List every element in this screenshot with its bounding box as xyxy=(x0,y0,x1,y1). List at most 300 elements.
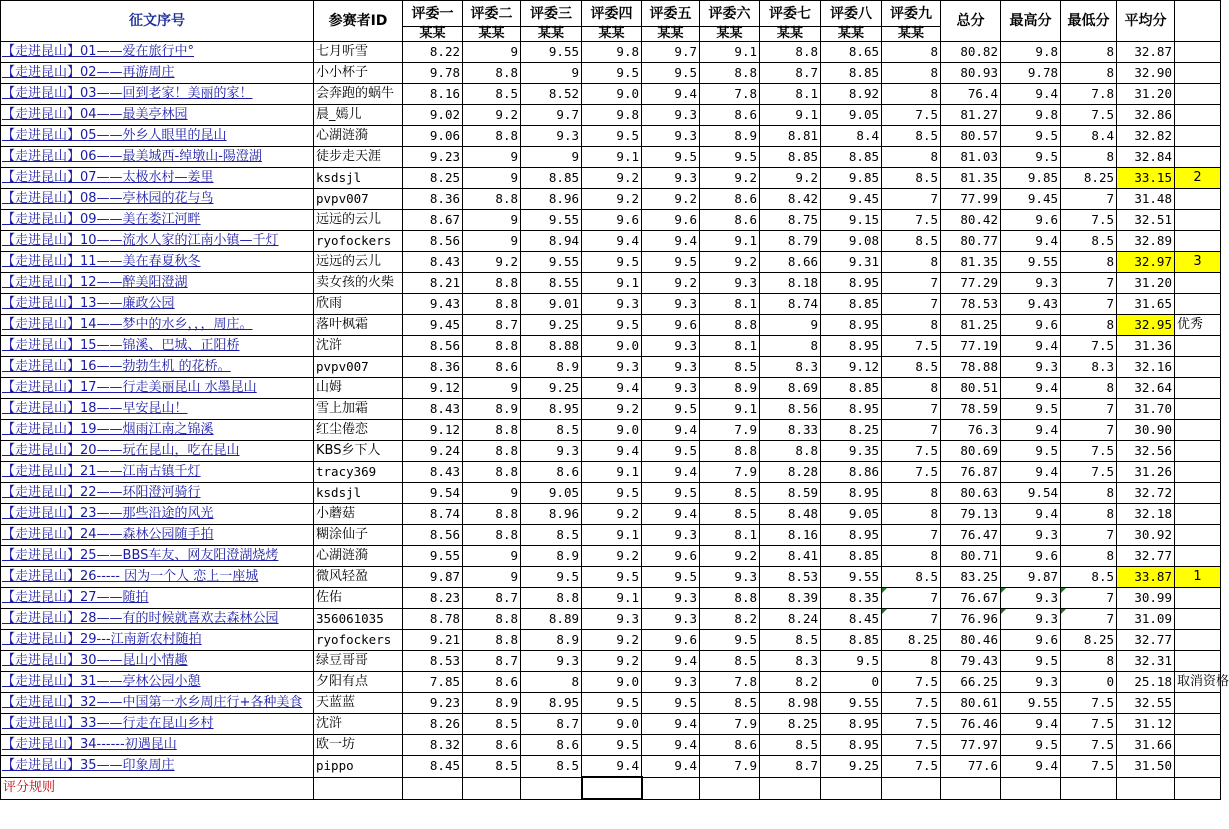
empty-cell[interactable] xyxy=(1175,420,1221,441)
article-title-link[interactable]: 【走进昆山】33——行走在昆山乡村 xyxy=(1,714,314,735)
empty-cell[interactable] xyxy=(1175,189,1221,210)
average-score[interactable]: 32.82 xyxy=(1117,126,1175,147)
judge-score[interactable]: 7 xyxy=(882,609,941,630)
article-title-link[interactable]: 【走进昆山】32——中国第一水乡周庄行+各种美食 xyxy=(1,693,314,714)
judge-score[interactable]: 8.8 xyxy=(521,588,582,609)
article-title-link[interactable]: 【走进昆山】23——那些沿途的风光 xyxy=(1,504,314,525)
judge-score[interactable]: 8.8 xyxy=(463,273,521,294)
judge-score[interactable]: 9.5 xyxy=(582,483,642,504)
judge-score[interactable]: 8.45 xyxy=(403,756,463,778)
judge-score[interactable]: 9.01 xyxy=(521,294,582,315)
min-score[interactable]: 7.5 xyxy=(1061,756,1117,778)
max-score[interactable]: 9.6 xyxy=(1001,546,1061,567)
participant-id[interactable]: 远远的云儿 xyxy=(314,210,403,231)
total-score[interactable]: 77.6 xyxy=(941,756,1001,778)
status-note[interactable]: 取消资格 xyxy=(1175,672,1221,693)
empty-cell[interactable] xyxy=(1175,525,1221,546)
judge-score[interactable]: 8.96 xyxy=(521,189,582,210)
average-score[interactable]: 30.92 xyxy=(1117,525,1175,546)
judge-score[interactable]: 8.6 xyxy=(521,462,582,483)
article-title-link[interactable]: 【走进昆山】30——昆山小情趣 xyxy=(1,651,314,672)
participant-id[interactable]: 微风轻盈 xyxy=(314,567,403,588)
judge-score[interactable]: 9.3 xyxy=(582,357,642,378)
max-score[interactable]: 9.3 xyxy=(1001,525,1061,546)
max-score[interactable]: 9.3 xyxy=(1001,273,1061,294)
judge-score[interactable]: 9.4 xyxy=(582,231,642,252)
judge-score[interactable]: 7.5 xyxy=(882,672,941,693)
average-score[interactable]: 32.51 xyxy=(1117,210,1175,231)
average-score[interactable]: 32.64 xyxy=(1117,378,1175,399)
judge-score[interactable]: 7.5 xyxy=(882,693,941,714)
judge-score[interactable]: 9.3 xyxy=(642,357,700,378)
header-judge-5[interactable]: 评委五 xyxy=(642,1,700,27)
judge-score[interactable]: 7.5 xyxy=(882,105,941,126)
judge-score[interactable]: 9.25 xyxy=(821,756,882,778)
judge-score[interactable]: 8.81 xyxy=(760,126,821,147)
judge-score[interactable]: 9.1 xyxy=(700,399,760,420)
judge-score[interactable]: 8.66 xyxy=(760,252,821,273)
judge-score[interactable]: 8.9 xyxy=(521,357,582,378)
judge-score[interactable]: 8.88 xyxy=(521,336,582,357)
total-score[interactable]: 66.25 xyxy=(941,672,1001,693)
judge-score[interactable]: 8.45 xyxy=(821,609,882,630)
judge-score[interactable]: 9.3 xyxy=(642,672,700,693)
judge-score[interactable]: 7.5 xyxy=(882,714,941,735)
empty-cell[interactable] xyxy=(1175,210,1221,231)
header-serial[interactable]: 征文序号 xyxy=(1,1,314,42)
judge-score[interactable]: 9.4 xyxy=(642,231,700,252)
min-score[interactable]: 8 xyxy=(1061,651,1117,672)
empty-cell[interactable] xyxy=(1175,714,1221,735)
judge-score[interactable]: 8.8 xyxy=(463,126,521,147)
footer-cell[interactable] xyxy=(1175,777,1221,799)
footer-cell[interactable] xyxy=(1117,777,1175,799)
judge-score[interactable]: 9.7 xyxy=(521,105,582,126)
judge-score[interactable]: 9.5 xyxy=(642,63,700,84)
judge-score[interactable]: 9.12 xyxy=(821,357,882,378)
article-title-link[interactable]: 【走进昆山】14——梦中的水乡，，，周庄。 xyxy=(1,315,314,336)
average-score[interactable]: 32.90 xyxy=(1117,63,1175,84)
judge-score[interactable]: 8.43 xyxy=(403,462,463,483)
max-score[interactable]: 9.4 xyxy=(1001,231,1061,252)
judge-score[interactable]: 9.5 xyxy=(521,567,582,588)
max-score[interactable]: 9.55 xyxy=(1001,252,1061,273)
judge-score[interactable]: 9.3 xyxy=(642,588,700,609)
judge-score[interactable]: 8.85 xyxy=(821,63,882,84)
judge-name-7[interactable]: 某某 xyxy=(760,27,821,42)
header-average[interactable]: 平均分 xyxy=(1117,1,1175,42)
judge-score[interactable]: 9.5 xyxy=(642,399,700,420)
article-title-link[interactable]: 【走进昆山】13——廉政公园 xyxy=(1,294,314,315)
judge-score[interactable]: 9 xyxy=(463,546,521,567)
judge-score[interactable]: 9.1 xyxy=(582,147,642,168)
header-judge-6[interactable]: 评委六 xyxy=(700,1,760,27)
judge-score[interactable]: 8.85 xyxy=(521,168,582,189)
empty-cell[interactable] xyxy=(1175,84,1221,105)
total-score[interactable]: 76.3 xyxy=(941,420,1001,441)
empty-cell[interactable] xyxy=(1175,462,1221,483)
participant-id[interactable]: pvpv007 xyxy=(314,357,403,378)
judge-score[interactable]: 9 xyxy=(521,63,582,84)
judge-score[interactable]: 8.8 xyxy=(463,462,521,483)
footer-cell[interactable] xyxy=(821,777,882,799)
article-title-link[interactable]: 【走进昆山】20——玩在昆山，吃在昆山 xyxy=(1,441,314,462)
judge-score[interactable]: 9.2 xyxy=(582,189,642,210)
judge-score[interactable]: 8.5 xyxy=(882,168,941,189)
judge-score[interactable]: 9.12 xyxy=(403,420,463,441)
judge-score[interactable]: 8.3 xyxy=(760,651,821,672)
judge-score[interactable]: 8.8 xyxy=(700,63,760,84)
judge-score[interactable]: 9 xyxy=(463,231,521,252)
participant-id[interactable]: 沈浒 xyxy=(314,714,403,735)
judge-score[interactable]: 7 xyxy=(882,588,941,609)
judge-score[interactable]: 8.39 xyxy=(760,588,821,609)
min-score[interactable]: 7.5 xyxy=(1061,210,1117,231)
average-score[interactable]: 32.55 xyxy=(1117,693,1175,714)
article-title-link[interactable]: 【走进昆山】09——美在娄江河畔 xyxy=(1,210,314,231)
judge-name-3[interactable]: 某某 xyxy=(521,27,582,42)
judge-score[interactable]: 9.4 xyxy=(582,756,642,778)
judge-score[interactable]: 9.3 xyxy=(642,105,700,126)
average-score[interactable]: 31.26 xyxy=(1117,462,1175,483)
total-score[interactable]: 78.88 xyxy=(941,357,1001,378)
average-score[interactable]: 32.72 xyxy=(1117,483,1175,504)
total-score[interactable]: 80.61 xyxy=(941,693,1001,714)
judge-score[interactable]: 7.85 xyxy=(403,672,463,693)
judge-score[interactable]: 8.85 xyxy=(821,147,882,168)
judge-score[interactable]: 9.3 xyxy=(582,609,642,630)
judge-score[interactable]: 9.31 xyxy=(821,252,882,273)
judge-score[interactable]: 8 xyxy=(882,651,941,672)
participant-id[interactable]: 沈浒 xyxy=(314,336,403,357)
judge-score[interactable]: 9.5 xyxy=(582,315,642,336)
header-total[interactable]: 总分 xyxy=(941,1,1001,42)
empty-cell[interactable] xyxy=(1175,693,1221,714)
participant-id[interactable]: KBS乡下人 xyxy=(314,441,403,462)
judge-score[interactable]: 8 xyxy=(882,483,941,504)
min-score[interactable]: 8.4 xyxy=(1061,126,1117,147)
total-score[interactable]: 80.57 xyxy=(941,126,1001,147)
judge-score[interactable]: 9.55 xyxy=(521,252,582,273)
average-score[interactable]: 32.18 xyxy=(1117,504,1175,525)
judge-score[interactable]: 8.92 xyxy=(821,84,882,105)
judge-score[interactable]: 9.6 xyxy=(642,630,700,651)
participant-id[interactable]: 山姆 xyxy=(314,378,403,399)
judge-score[interactable]: 8.89 xyxy=(521,609,582,630)
participant-id[interactable]: 会奔跑的蜗牛 xyxy=(314,84,403,105)
judge-score[interactable]: 8.5 xyxy=(463,714,521,735)
total-score[interactable]: 80.69 xyxy=(941,441,1001,462)
judge-score[interactable]: 8.5 xyxy=(882,357,941,378)
min-score[interactable]: 8 xyxy=(1061,546,1117,567)
judge-score[interactable]: 9.15 xyxy=(821,210,882,231)
footer-cell[interactable] xyxy=(882,777,941,799)
min-score[interactable]: 8 xyxy=(1061,483,1117,504)
total-score[interactable]: 80.51 xyxy=(941,378,1001,399)
participant-id[interactable]: pippo xyxy=(314,756,403,778)
judge-score[interactable]: 9 xyxy=(463,567,521,588)
judge-score[interactable]: 9.24 xyxy=(403,441,463,462)
judge-score[interactable]: 9.2 xyxy=(700,546,760,567)
max-score[interactable]: 9.43 xyxy=(1001,294,1061,315)
judge-score[interactable]: 8.8 xyxy=(463,504,521,525)
judge-score[interactable]: 9.5 xyxy=(582,693,642,714)
judge-score[interactable]: 7.8 xyxy=(700,672,760,693)
judge-score[interactable]: 8.85 xyxy=(821,630,882,651)
average-score[interactable]: 32.77 xyxy=(1117,630,1175,651)
participant-id[interactable]: 心湖涟漪 xyxy=(314,546,403,567)
judge-score[interactable]: 9.45 xyxy=(821,189,882,210)
header-judge-1[interactable]: 评委一 xyxy=(403,1,463,27)
judge-score[interactable]: 9 xyxy=(463,168,521,189)
min-score[interactable]: 8.3 xyxy=(1061,357,1117,378)
total-score[interactable]: 81.03 xyxy=(941,147,1001,168)
article-title-link[interactable]: 【走进昆山】25——BBS车友、网友阳澄湖烧烤 xyxy=(1,546,314,567)
footer-cell[interactable] xyxy=(642,777,700,799)
judge-score[interactable]: 8.25 xyxy=(882,630,941,651)
participant-id[interactable]: 晨_嫣儿 xyxy=(314,105,403,126)
empty-cell[interactable] xyxy=(1175,42,1221,63)
judge-score[interactable]: 8.8 xyxy=(700,315,760,336)
participant-id[interactable]: 徒步走天涯 xyxy=(314,147,403,168)
header-min[interactable]: 最低分 xyxy=(1061,1,1117,42)
judge-name-4[interactable]: 某某 xyxy=(582,27,642,42)
judge-score[interactable]: 9.5 xyxy=(642,483,700,504)
max-score[interactable]: 9.4 xyxy=(1001,504,1061,525)
rules-label[interactable]: 评分规则 xyxy=(1,777,314,799)
judge-score[interactable]: 8.32 xyxy=(403,735,463,756)
judge-score[interactable]: 9.5 xyxy=(642,147,700,168)
judge-score[interactable]: 8.41 xyxy=(760,546,821,567)
judge-score[interactable]: 9.0 xyxy=(582,714,642,735)
max-score[interactable]: 9.5 xyxy=(1001,126,1061,147)
article-title-link[interactable]: 【走进昆山】22——环阳澄河骑行 xyxy=(1,483,314,504)
judge-score[interactable]: 9.3 xyxy=(642,126,700,147)
judge-score[interactable]: 8 xyxy=(882,378,941,399)
empty-cell[interactable] xyxy=(1175,63,1221,84)
footer-cell[interactable] xyxy=(760,777,821,799)
judge-score[interactable]: 8.95 xyxy=(521,693,582,714)
judge-score[interactable]: 8.8 xyxy=(760,441,821,462)
footer-cell[interactable] xyxy=(941,777,1001,799)
judge-score[interactable]: 9.23 xyxy=(403,147,463,168)
judge-score[interactable]: 9.12 xyxy=(403,378,463,399)
participant-id[interactable]: 远远的云儿 xyxy=(314,252,403,273)
judge-score[interactable]: 8.2 xyxy=(700,609,760,630)
participant-id[interactable]: 糊涂仙子 xyxy=(314,525,403,546)
judge-score[interactable]: 9.4 xyxy=(642,84,700,105)
total-score[interactable]: 76.47 xyxy=(941,525,1001,546)
judge-score[interactable]: 8.7 xyxy=(760,63,821,84)
total-score[interactable]: 77.97 xyxy=(941,735,1001,756)
judge-score[interactable]: 8.85 xyxy=(821,378,882,399)
min-score[interactable]: 7.5 xyxy=(1061,441,1117,462)
judge-score[interactable]: 9.1 xyxy=(582,588,642,609)
judge-score[interactable]: 8.1 xyxy=(700,525,760,546)
total-score[interactable]: 81.35 xyxy=(941,252,1001,273)
judge-score[interactable]: 8.55 xyxy=(521,273,582,294)
judge-score[interactable]: 8.6 xyxy=(700,210,760,231)
judge-score[interactable]: 8.8 xyxy=(760,42,821,63)
judge-score[interactable]: 8.98 xyxy=(760,693,821,714)
judge-score[interactable]: 7.9 xyxy=(700,462,760,483)
judge-score[interactable]: 8.8 xyxy=(700,588,760,609)
average-score[interactable]: 31.12 xyxy=(1117,714,1175,735)
average-score[interactable]: 31.36 xyxy=(1117,336,1175,357)
total-score[interactable]: 80.82 xyxy=(941,42,1001,63)
judge-score[interactable]: 9.1 xyxy=(700,231,760,252)
judge-score[interactable]: 9.02 xyxy=(403,105,463,126)
judge-score[interactable]: 8.86 xyxy=(821,462,882,483)
judge-score[interactable]: 9.3 xyxy=(521,651,582,672)
article-title-link[interactable]: 【走进昆山】05——外乡人眼里的昆山 xyxy=(1,126,314,147)
min-score[interactable]: 7.5 xyxy=(1061,336,1117,357)
judge-score[interactable]: 9.43 xyxy=(403,294,463,315)
judge-score[interactable]: 8.96 xyxy=(521,504,582,525)
judge-score[interactable]: 8.5 xyxy=(700,693,760,714)
header-max[interactable]: 最高分 xyxy=(1001,1,1061,42)
empty-cell[interactable] xyxy=(1175,504,1221,525)
judge-score[interactable]: 9.05 xyxy=(821,504,882,525)
article-title-link[interactable]: 【走进昆山】10——流水人家的江南小镇—千灯 xyxy=(1,231,314,252)
judge-score[interactable]: 8.48 xyxy=(760,504,821,525)
header-judge-8[interactable]: 评委八 xyxy=(821,1,882,27)
min-score[interactable]: 7 xyxy=(1061,609,1117,630)
empty-cell[interactable] xyxy=(1175,756,1221,778)
article-title-link[interactable]: 【走进昆山】26----- 因为一个人 恋上一座城 xyxy=(1,567,314,588)
average-score[interactable]: 31.50 xyxy=(1117,756,1175,778)
total-score[interactable]: 76.87 xyxy=(941,462,1001,483)
judge-score[interactable]: 9.5 xyxy=(582,63,642,84)
empty-cell[interactable] xyxy=(1175,399,1221,420)
judge-score[interactable]: 9.85 xyxy=(821,168,882,189)
judge-score[interactable]: 9.55 xyxy=(521,210,582,231)
judge-score[interactable]: 8.25 xyxy=(403,168,463,189)
judge-score[interactable]: 9.3 xyxy=(642,336,700,357)
judge-score[interactable]: 9.0 xyxy=(582,672,642,693)
judge-score[interactable]: 8.95 xyxy=(521,399,582,420)
judge-score[interactable]: 7 xyxy=(882,420,941,441)
judge-score[interactable]: 9.5 xyxy=(821,651,882,672)
judge-score[interactable]: 8.5 xyxy=(882,567,941,588)
judge-score[interactable]: 9.2 xyxy=(582,630,642,651)
min-score[interactable]: 7.5 xyxy=(1061,462,1117,483)
judge-score[interactable]: 8.9 xyxy=(463,399,521,420)
total-score[interactable]: 79.13 xyxy=(941,504,1001,525)
judge-score[interactable]: 9 xyxy=(760,315,821,336)
header-judge-7[interactable]: 评委七 xyxy=(760,1,821,27)
judge-score[interactable]: 9.4 xyxy=(582,441,642,462)
participant-id[interactable]: 卖女孩的火柴 xyxy=(314,273,403,294)
judge-score[interactable]: 8.5 xyxy=(700,483,760,504)
judge-score[interactable]: 8.56 xyxy=(403,336,463,357)
total-score[interactable]: 80.93 xyxy=(941,63,1001,84)
total-score[interactable]: 76.4 xyxy=(941,84,1001,105)
judge-score[interactable]: 8.5 xyxy=(521,756,582,778)
article-title-link[interactable]: 【走进昆山】31——亭林公园小憩 xyxy=(1,672,314,693)
total-score[interactable]: 81.35 xyxy=(941,168,1001,189)
judge-score[interactable]: 8 xyxy=(882,42,941,63)
empty-cell[interactable] xyxy=(1175,126,1221,147)
judge-score[interactable]: 9.1 xyxy=(760,105,821,126)
article-title-link[interactable]: 【走进昆山】08——亭林园的花与鸟 xyxy=(1,189,314,210)
judge-score[interactable]: 9.1 xyxy=(700,42,760,63)
judge-score[interactable]: 8.8 xyxy=(463,609,521,630)
header-judge-3[interactable]: 评委三 xyxy=(521,1,582,27)
participant-id[interactable]: 小小杯子 xyxy=(314,63,403,84)
average-score[interactable]: 31.70 xyxy=(1117,399,1175,420)
judge-score[interactable]: 8.26 xyxy=(403,714,463,735)
judge-score[interactable]: 9.35 xyxy=(821,441,882,462)
judge-score[interactable]: 8.8 xyxy=(463,63,521,84)
judge-score[interactable]: 9.6 xyxy=(582,210,642,231)
judge-score[interactable]: 8.75 xyxy=(760,210,821,231)
participant-id[interactable]: 夕阳有点 xyxy=(314,672,403,693)
footer-cell[interactable] xyxy=(403,777,463,799)
judge-score[interactable]: 8.36 xyxy=(403,189,463,210)
empty-cell[interactable] xyxy=(1175,378,1221,399)
header-judge-4[interactable]: 评委四 xyxy=(582,1,642,27)
judge-score[interactable]: 9.2 xyxy=(700,168,760,189)
average-score[interactable]: 31.48 xyxy=(1117,189,1175,210)
judge-score[interactable]: 8.6 xyxy=(700,105,760,126)
judge-score[interactable]: 9.55 xyxy=(821,567,882,588)
judge-score[interactable]: 9.5 xyxy=(582,252,642,273)
min-score[interactable]: 7 xyxy=(1061,273,1117,294)
article-title-link[interactable]: 【走进昆山】01——爱在旅行中° xyxy=(1,42,314,63)
judge-score[interactable]: 8.8 xyxy=(463,630,521,651)
judge-score[interactable]: 8.16 xyxy=(403,84,463,105)
judge-score[interactable]: 9.2 xyxy=(760,168,821,189)
min-score[interactable]: 8 xyxy=(1061,378,1117,399)
article-title-link[interactable]: 【走进昆山】04——最美亭林园 xyxy=(1,105,314,126)
judge-score[interactable]: 9.55 xyxy=(403,546,463,567)
judge-score[interactable]: 8.74 xyxy=(403,504,463,525)
judge-score[interactable]: 8.7 xyxy=(760,756,821,778)
average-score[interactable]: 31.20 xyxy=(1117,84,1175,105)
average-score[interactable]: 32.95 xyxy=(1117,315,1175,336)
rank-badge[interactable]: 3 xyxy=(1175,252,1221,273)
judge-score[interactable]: 8.56 xyxy=(403,231,463,252)
judge-score[interactable]: 9.1 xyxy=(582,462,642,483)
judge-score[interactable]: 8.56 xyxy=(760,399,821,420)
judge-score[interactable]: 8.4 xyxy=(821,126,882,147)
participant-id[interactable]: 356061035 xyxy=(314,609,403,630)
judge-score[interactable]: 8.95 xyxy=(821,399,882,420)
judge-score[interactable]: 8.8 xyxy=(463,189,521,210)
judge-name-9[interactable]: 某某 xyxy=(882,27,941,42)
judge-score[interactable]: 8.6 xyxy=(463,357,521,378)
judge-score[interactable]: 8 xyxy=(882,63,941,84)
judge-score[interactable]: 9.5 xyxy=(700,147,760,168)
judge-score[interactable]: 9.3 xyxy=(582,294,642,315)
judge-score[interactable]: 8.95 xyxy=(821,714,882,735)
judge-score[interactable]: 9.3 xyxy=(642,525,700,546)
judge-score[interactable]: 9.5 xyxy=(642,693,700,714)
judge-score[interactable]: 8.67 xyxy=(403,210,463,231)
max-score[interactable]: 9.6 xyxy=(1001,210,1061,231)
average-score[interactable]: 32.31 xyxy=(1117,651,1175,672)
judge-score[interactable]: 8.65 xyxy=(821,42,882,63)
judge-score[interactable]: 9.5 xyxy=(582,735,642,756)
max-score[interactable]: 9.5 xyxy=(1001,399,1061,420)
judge-score[interactable]: 9.2 xyxy=(582,651,642,672)
average-score[interactable]: 33.15 xyxy=(1117,168,1175,189)
judge-score[interactable]: 8 xyxy=(521,672,582,693)
judge-score[interactable]: 8.5 xyxy=(700,504,760,525)
average-score[interactable]: 32.77 xyxy=(1117,546,1175,567)
rank-badge[interactable]: 2 xyxy=(1175,168,1221,189)
